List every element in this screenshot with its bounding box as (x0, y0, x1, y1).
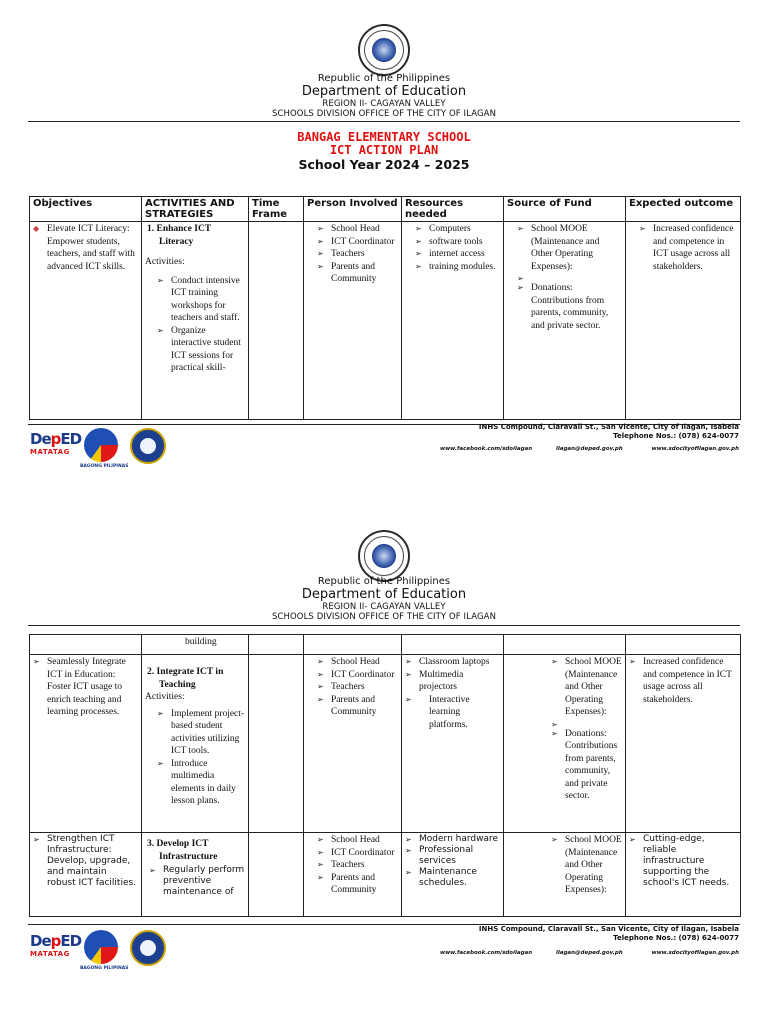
resources-cell (402, 833, 504, 917)
list-item: ➢ Multimedia projectors (405, 669, 500, 694)
matatag-logo-text: MATATAG (30, 448, 70, 456)
letterhead (0, 576, 768, 622)
address-line: INHS Compound, Claravall St., San Vicente, City of Ilagan, Isabela (478, 423, 739, 431)
activity-number: 3. (147, 839, 155, 849)
col-outcome: Expected outcome (626, 197, 741, 222)
document-titles (0, 131, 768, 173)
sdo-ilagan-logo-icon (130, 930, 166, 966)
list-item: ➢ Donations: Contributions from parents, community, and private sector. (551, 728, 622, 803)
email-link[interactable]: ilagan@deped.gov.ph (556, 950, 623, 956)
header-divider (28, 625, 740, 626)
activity-title: Enhance ICT Literacy (156, 224, 211, 247)
table-row (30, 833, 741, 917)
plan-title: ICT ACTION PLAN (329, 143, 439, 157)
list-item: ➢ Increased confidence and competence in ICT usage across all stakeholders. (639, 223, 737, 273)
list-item: ➢ Conduct intensive ICT training workshops for teachers and staff. (157, 275, 245, 325)
activity-number: 1. (147, 224, 155, 234)
action-plan-table-p2 (29, 634, 741, 917)
deped-seal-icon (358, 530, 410, 582)
region-label: REGION II- CAGAYAN VALLEY (322, 99, 446, 109)
objective-cell (30, 833, 142, 917)
activities-label: Activities: (145, 257, 185, 267)
page-1 (0, 0, 768, 500)
resources-cell (402, 222, 504, 420)
col-activities: ACTIVITIES AND STRATEGIES (142, 197, 249, 222)
col-objectives: Objectives (30, 197, 142, 222)
region-label: REGION II- CAGAYAN VALLEY (322, 602, 446, 612)
col-time: Time Frame (249, 197, 304, 222)
table-row-continued (30, 635, 741, 655)
school-year: School Year 2024 – 2025 (298, 157, 470, 172)
telephone-line: Telephone Nos.: (078) 624-0077 (613, 934, 739, 942)
list-item: ➢ Parents and Community (317, 872, 398, 897)
sdo-ilagan-logo-icon (130, 428, 166, 464)
action-plan-table-p1 (29, 196, 741, 420)
matatag-logo-text: MATATAG (30, 950, 70, 958)
col-persons: Person Involved (304, 197, 402, 222)
activities-cell (142, 833, 249, 917)
bagong-pilipinas-logo-icon (84, 428, 118, 462)
list-item: ➢ training modules. (415, 261, 500, 274)
persons-cell (304, 222, 402, 420)
continued-text: building (185, 637, 217, 647)
list-item: ➢ School MOOE (Maintenance and Other Operating Expenses): (551, 834, 622, 897)
time-cell (249, 655, 304, 833)
footer-address (479, 925, 739, 943)
telephone-line: Telephone Nos.: (078) 624-0077 (613, 432, 739, 440)
list-item: ➢ Introduce multimedia elements in daily lesson plans. (157, 758, 245, 808)
objective-cell (30, 655, 142, 833)
website-link[interactable]: www.sdocityofilagan.gov.ph (651, 446, 739, 452)
list-item: ➢ Teachers (317, 859, 398, 872)
list-item: ➢ Organize interactive student ICT sessions for practical skill- (157, 325, 245, 375)
activities-cell (142, 655, 249, 833)
list-item: ➢ ICT Coordinator (317, 236, 398, 249)
list-item: ➢ ICT Coordinator (317, 669, 398, 682)
time-cell (249, 833, 304, 917)
table-row (30, 222, 741, 420)
list-item: ➢ Professional services (405, 845, 500, 867)
outcome-cell (626, 655, 741, 833)
bagong-pilipinas-label: BAGONG PILIPINAS (80, 966, 129, 971)
footer-address (479, 423, 739, 441)
list-item: ➢ Regularly perform preventive maintenance of (149, 865, 245, 898)
list-item: ➢ Implement project-based student activities utilizing ICT tools. (157, 708, 245, 758)
fund-cell (504, 655, 626, 833)
facebook-link[interactable]: www.facebook.com/sdoilagan (440, 446, 533, 452)
list-item: ➢ Cutting-edge, reliable infrastructure supporting the school's ICT needs. (629, 834, 737, 889)
department-label: Department of Education (301, 587, 467, 602)
col-resources: Resources needed (402, 197, 504, 222)
fund-cell (504, 222, 626, 420)
list-item: ➢ Teachers (317, 681, 398, 694)
list-item: ➢ internet access (415, 248, 500, 261)
fund-cell (504, 833, 626, 917)
deped-matatag-logo (30, 430, 82, 456)
diamond-bullet-icon: ◆ (33, 224, 40, 233)
resources-cell (402, 655, 504, 833)
col-fund: Source of Fund (504, 197, 626, 222)
facebook-link[interactable]: www.facebook.com/sdoilagan (440, 950, 533, 956)
activity-number: 2. (147, 667, 155, 677)
deped-matatag-logo (30, 932, 82, 958)
list-item: ➢ School Head (317, 223, 398, 236)
outcome-cell (626, 222, 741, 420)
division-label: SCHOOLS DIVISION OFFICE OF THE CITY OF ILAGAN (271, 109, 497, 119)
letterhead (0, 73, 768, 119)
bagong-pilipinas-logo-icon (84, 930, 118, 964)
list-item: ➢ Modern hardware (405, 834, 500, 845)
list-item: ➢ School Head (317, 834, 398, 847)
republic-label: Republic of the Philippines (317, 576, 451, 587)
website-link[interactable]: www.sdocityofilagan.gov.ph (651, 950, 739, 956)
list-item: ➢ Strengthen ICT Infrastructure: Develop, upgrade, and maintain robust ICT facilities. (33, 834, 138, 889)
list-item: ➢ Teachers (317, 248, 398, 261)
objective-cell (30, 222, 142, 420)
list-item: ➢ Parents and Community (317, 261, 398, 286)
list-item: ➢ School MOOE (Maintenance and Other Operating Expenses): (517, 223, 622, 273)
republic-label: Republic of the Philippines (317, 73, 451, 84)
deped-seal-icon (358, 24, 410, 76)
deped-logo-text: DepED (30, 430, 82, 448)
activity-title: Develop ICT Infrastructure (156, 839, 218, 862)
time-cell (249, 222, 304, 420)
list-item: ➢ Computers (415, 223, 500, 236)
persons-cell (304, 833, 402, 917)
table-row (30, 655, 741, 833)
list-item: ➢ School Head (317, 656, 398, 669)
activity-title: Integrate ICT in Teaching (156, 667, 224, 690)
division-label: SCHOOLS DIVISION OFFICE OF THE CITY OF ILAGAN (271, 612, 497, 622)
list-item: ➢ software tools (415, 236, 500, 249)
outcome-cell (626, 833, 741, 917)
department-label: Department of Education (301, 84, 467, 99)
activities-label: Activities: (145, 692, 185, 702)
deped-logo-text: DepED (30, 932, 82, 950)
email-link[interactable]: ilagan@deped.gov.ph (556, 446, 623, 452)
persons-cell (304, 655, 402, 833)
list-item: ➢ School MOOE (Maintenance and Other Operating Expenses): (551, 656, 622, 719)
page-2 (0, 500, 768, 1024)
school-name: BANGAG ELEMENTARY SCHOOL (297, 130, 471, 144)
address-line: INHS Compound, Claravall St., San Vicente, City of Ilagan, Isabela (478, 925, 739, 933)
list-item: ➢ Classroom laptops (405, 656, 500, 669)
bagong-pilipinas-label: BAGONG PILIPINAS (80, 464, 129, 469)
objective-text: Elevate ICT Literacy: Empower students, teachers, and staff with advanced ICT skills. (47, 224, 135, 272)
list-item: ➢ Interactive learning platforms. (405, 694, 500, 732)
list-item: ➢ ICT Coordinator (317, 847, 398, 860)
list-item: ➢ Seamlessly Integrate ICT in Education: Foster ICT usage to enrich teaching and learning processes. (33, 656, 138, 719)
list-item: ➢ Donations: Contributions from parents, community, and private sector. (517, 282, 622, 332)
table-header-row (30, 197, 741, 222)
list-item: ➢ Maintenance schedules. (405, 867, 500, 889)
header-divider (28, 121, 740, 122)
activities-cell (142, 222, 249, 420)
list-item: ➢ Increased confidence and competence in ICT usage across all stakeholders. (629, 656, 737, 706)
list-item: ➢ Parents and Community (317, 694, 398, 719)
